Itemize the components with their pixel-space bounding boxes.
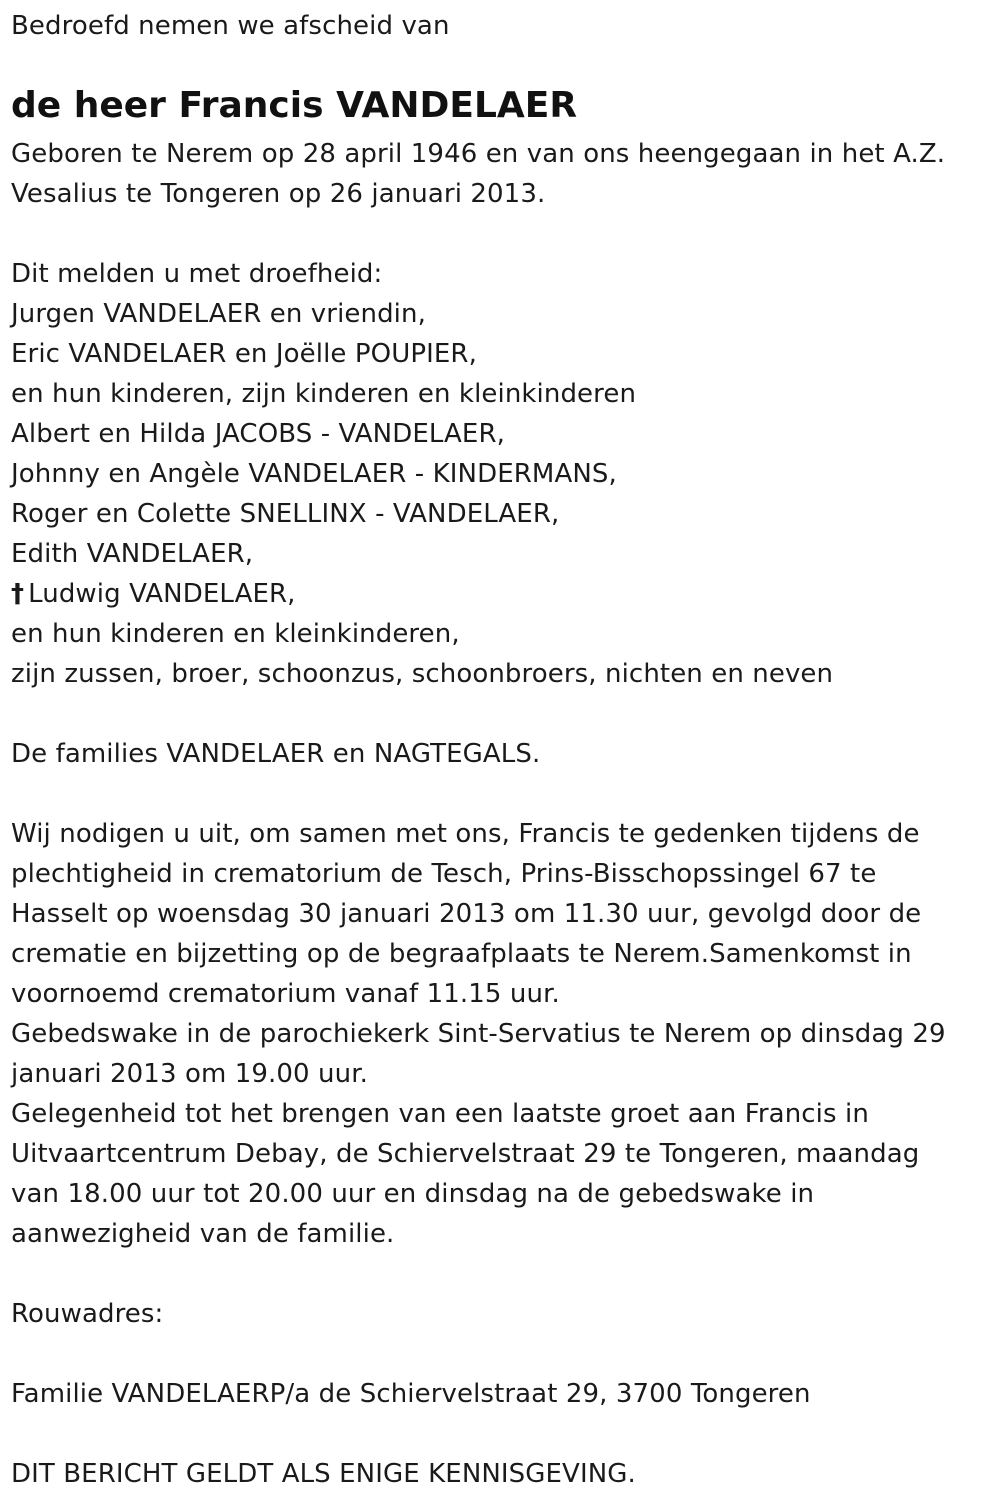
- ceremony-line: plechtigheid in crematorium de Tesch, Prins-Bisschopssingel 67 te: [11, 859, 877, 889]
- ceremony-line: Uitvaartcentrum Debay, de Schiervelstraat 29 te Tongeren, maandag: [11, 1139, 920, 1169]
- deceased-relative-line: [11, 574, 833, 614]
- mourner-line: zijn zussen, broer, schoonzus, schoonbroers, nichten en neven: [11, 659, 834, 689]
- ceremony-line: voornoemd crematorium vanaf 11.15 uur.: [11, 979, 560, 1009]
- intro-text: Bedroefd nemen we afscheid van: [11, 11, 450, 41]
- deceased-relative-name: Ludwig VANDELAER,: [28, 579, 296, 609]
- mourner-line: Johnny en Angèle VANDELAER - KINDERMANS,: [11, 459, 617, 489]
- families-line: De families VANDELAER en NAGTEGALS.: [11, 739, 541, 769]
- deceased-name: de heer Francis VANDELAER: [11, 85, 578, 126]
- mourner-line: Eric VANDELAER en Joëlle POUPIER,: [11, 339, 477, 369]
- ceremony-line: Gelegenheid tot het brengen van een laatste groet aan Francis in: [11, 1099, 869, 1129]
- birth-death-line: Geboren te Nerem op 28 april 1946 en van ons heengegaan in het A.Z.: [11, 139, 946, 169]
- ceremony-line: Wij nodigen u uit, om samen met ons, Francis te gedenken tijdens de: [11, 819, 920, 849]
- mourner-line: Roger en Colette SNELLINX - VANDELAER,: [11, 499, 560, 529]
- cross-icon: †: [11, 579, 25, 609]
- birth-death-line: Vesalius te Tongeren op 26 januari 2013.: [11, 179, 546, 209]
- ceremony-block: [11, 814, 946, 1254]
- ceremony-line: Hasselt op woensdag 30 januari 2013 om 11.30 uur, gevolgd door de: [11, 899, 922, 929]
- mourners-block: [11, 254, 833, 694]
- mourner-line: Jurgen VANDELAER en vriendin,: [11, 299, 426, 329]
- mourner-line: en hun kinderen en kleinkinderen,: [11, 619, 460, 649]
- mourner-line: en hun kinderen, zijn kinderen en kleinkinderen: [11, 379, 637, 409]
- closing-line: DIT BERICHT GELDT ALS ENIGE KENNISGEVING.: [11, 1459, 636, 1489]
- ceremony-line: Gebedswake in de parochiekerk Sint-Servatius te Nerem op dinsdag 29: [11, 1019, 946, 1049]
- birth-death-block: [11, 134, 945, 214]
- ceremony-line: crematie en bijzetting op de begraafplaats te Nerem.Samenkomst in: [11, 939, 912, 969]
- address-label: Rouwadres:: [11, 1299, 164, 1329]
- ceremony-line: van 18.00 uur tot 20.00 uur en dinsdag na de gebedswake in: [11, 1179, 815, 1209]
- mourner-line: Edith VANDELAER,: [11, 539, 254, 569]
- mourners-heading: Dit melden u met droefheid:: [11, 259, 383, 289]
- ceremony-line: aanwezigheid van de familie.: [11, 1219, 395, 1249]
- ceremony-line: januari 2013 om 19.00 uur.: [11, 1059, 368, 1089]
- address-line: Familie VANDELAERP/a de Schiervelstraat 29, 3700 Tongeren: [11, 1379, 811, 1409]
- mourner-line: Albert en Hilda JACOBS - VANDELAER,: [11, 419, 505, 449]
